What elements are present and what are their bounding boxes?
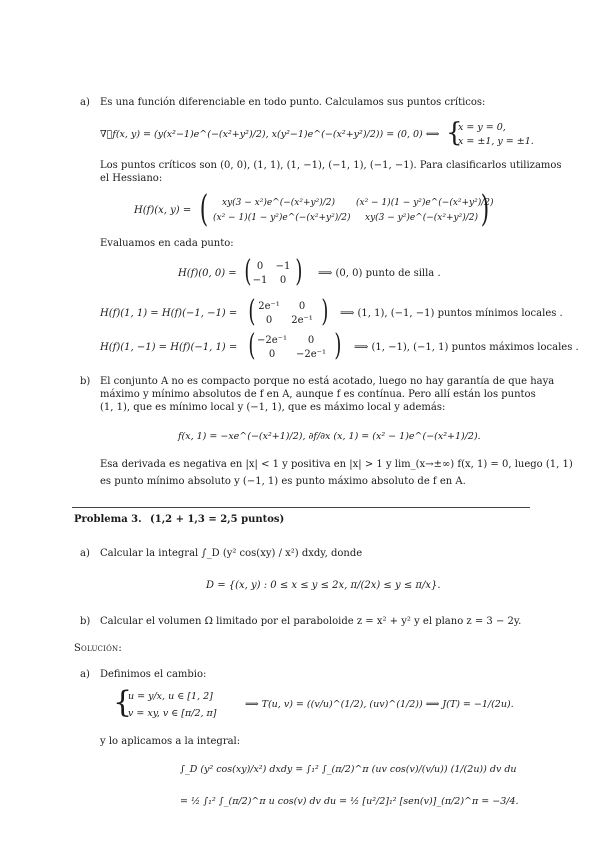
h00-m21: −1: [252, 275, 268, 286]
problem3-b-text: Calcular el volumen Ω limitado por el paraboloide z = x² + y² y el plano z = 3 − 2y.: [100, 616, 522, 627]
h11-m21: 0: [265, 315, 273, 326]
change-brace: {: [113, 685, 133, 720]
transform-line: ⟹ T(u, v) = ((v/u)^(1/2), (uv)^(1/2)) ⟹ J(T) = −1/(2u).: [245, 699, 514, 710]
h1m1-m21: 0: [268, 349, 276, 360]
hessian-paren-right: ): [480, 189, 490, 230]
gradient-equation: ∇⃗f(x, y) = (y(x²−1)e^(−(x²+y²)/2), x(y²−1)e^(−(x²+y²)/2)) = (0, 0) ⟺: [100, 129, 440, 140]
h00-lhs: H(f)(0, 0) =: [178, 268, 237, 279]
h11-lhs: H(f)(1, 1) = H(f)(−1, −1) =: [100, 308, 238, 319]
problem3-b-label: b): [80, 616, 91, 627]
part-b-text-4: Esa derivada es negativa en |x| < 1 y positiva en |x| > 1 y lim_(x→±∞) f(x, 1) = 0, luego (1, 1): [100, 459, 573, 470]
critical-case-2: x = ±1, y = ±1.: [458, 136, 534, 147]
problem3-title: Problema 3.: [74, 514, 142, 525]
h1m1-paren-left: (: [248, 328, 256, 363]
hessian-lhs: H(f)(x, y) =: [134, 205, 192, 216]
change-line-2: v = xy, v ∈ [π/2, π]: [128, 708, 217, 719]
hessian-entry-21: (x² − 1)(1 − y²)e^(−(x²+y²)/2): [213, 213, 351, 223]
h1m1-lhs: H(f)(1, −1) = H(f)(−1, 1) =: [100, 342, 238, 353]
problem3-a-label: a): [80, 548, 90, 559]
critical-case-1: x = y = 0,: [458, 122, 506, 133]
problem3-a-text: Calcular la integral ∫_D (y² cos(xy) / x²) dxdy, donde: [100, 548, 363, 559]
h11-m12: 0: [298, 301, 306, 312]
part-b-text-5: es punto mínimo absoluto y (−1, 1) es punto máximo absoluto de f en A.: [100, 476, 466, 487]
h1m1-m12: 0: [307, 335, 315, 346]
h11-m11: 2e⁻¹: [258, 301, 280, 312]
h1m1-m22: −2e⁻¹: [296, 349, 326, 360]
hessian-entry-12: (x² − 1)(1 − y²)e^(−(x²+y²)/2): [356, 198, 494, 208]
apply-text: y lo aplicamos a la integral:: [100, 736, 241, 747]
h00-m11: 0: [256, 261, 264, 272]
evaluate-text: Evaluamos en cada punto:: [100, 238, 234, 249]
solution-a-label: a): [80, 669, 90, 680]
integral-line-1: ∫_D (y² cos(xy)/x²) dxdy = ∫₁² ∫_(π/2)^π (uv cos(v)/(v/u)) (1/(2u)) dv du: [180, 764, 517, 775]
hessian-entry-22: xy(3 − y²)e^(−(x²+y²)/2): [365, 213, 478, 223]
integral-line-2: = ½ ∫₁² ∫_(π/2)^π u cos(v) dv du = ½ [u²/2]₁² [sen(v)]_(π/2)^π = −3/4.: [180, 796, 519, 807]
h1m1-result: ⟹ (1, −1), (−1, 1) puntos máximos locales .: [354, 342, 579, 353]
h00-m22: 0: [279, 275, 287, 286]
problem3-points: (1,2 + 1,3 = 2,5 puntos): [150, 514, 285, 525]
brace-left: {: [446, 118, 463, 148]
part-b-label: b): [80, 376, 91, 387]
part-b-text-3: (1, 1), que es mínimo local y (−1, 1), que es máximo local y además:: [100, 402, 446, 413]
h00-result: ⟹ (0, 0) punto de silla .: [318, 268, 441, 279]
part-a-label: a): [80, 97, 90, 108]
hessian-paren-left: (: [199, 189, 209, 230]
h1m1-m11: −2e⁻¹: [257, 335, 287, 346]
h00-m12: −1: [275, 261, 291, 272]
part-b-text-1: El conjunto A no es compacto porque no está acotado, luego no hay garantía de que haya: [100, 376, 555, 387]
h11-m22: 2e⁻¹: [291, 315, 313, 326]
h00-paren-left: (: [244, 254, 252, 289]
part-b-equation: f(x, 1) = −xe^(−(x²+1)/2), ∂f/∂x (x, 1) = (x² − 1)e^(−(x²+1)/2).: [178, 431, 481, 442]
hessian-entry-11: xy(3 − x²)e^(−(x²+y²)/2): [222, 198, 335, 208]
critical-points-text-1: Los puntos críticos son (0, 0), (1, 1), (1, −1), (−1, 1), (−1, −1). Para clasificarlos utilizamos: [100, 160, 562, 171]
h11-paren-left: (: [248, 294, 256, 329]
h11-paren-right: ): [321, 294, 329, 329]
h1m1-paren-right: ): [334, 328, 342, 363]
section-divider: [72, 507, 530, 508]
critical-points-text-2: el Hessiano:: [100, 173, 163, 184]
h11-result: ⟹ (1, 1), (−1, −1) puntos mínimos locales .: [340, 308, 563, 319]
solution-heading: Solución:: [74, 643, 122, 654]
change-line-1: u = y/x, u ∈ [1, 2]: [128, 691, 213, 702]
h00-paren-right: ): [295, 254, 303, 289]
solution-a-text: Definimos el cambio:: [100, 669, 207, 680]
part-a-intro: Es una función diferenciable en todo punto. Calculamos sus puntos críticos:: [100, 97, 486, 108]
part-b-text-2: máximo y mínimo absolutos de f en A, aunque f es contínua. Pero allí están los puntos: [100, 389, 536, 400]
problem3-a-domain: D = {(x, y) : 0 ≤ x ≤ y ≤ 2x, π/(2x) ≤ y ≤ π/x}.: [206, 580, 441, 591]
